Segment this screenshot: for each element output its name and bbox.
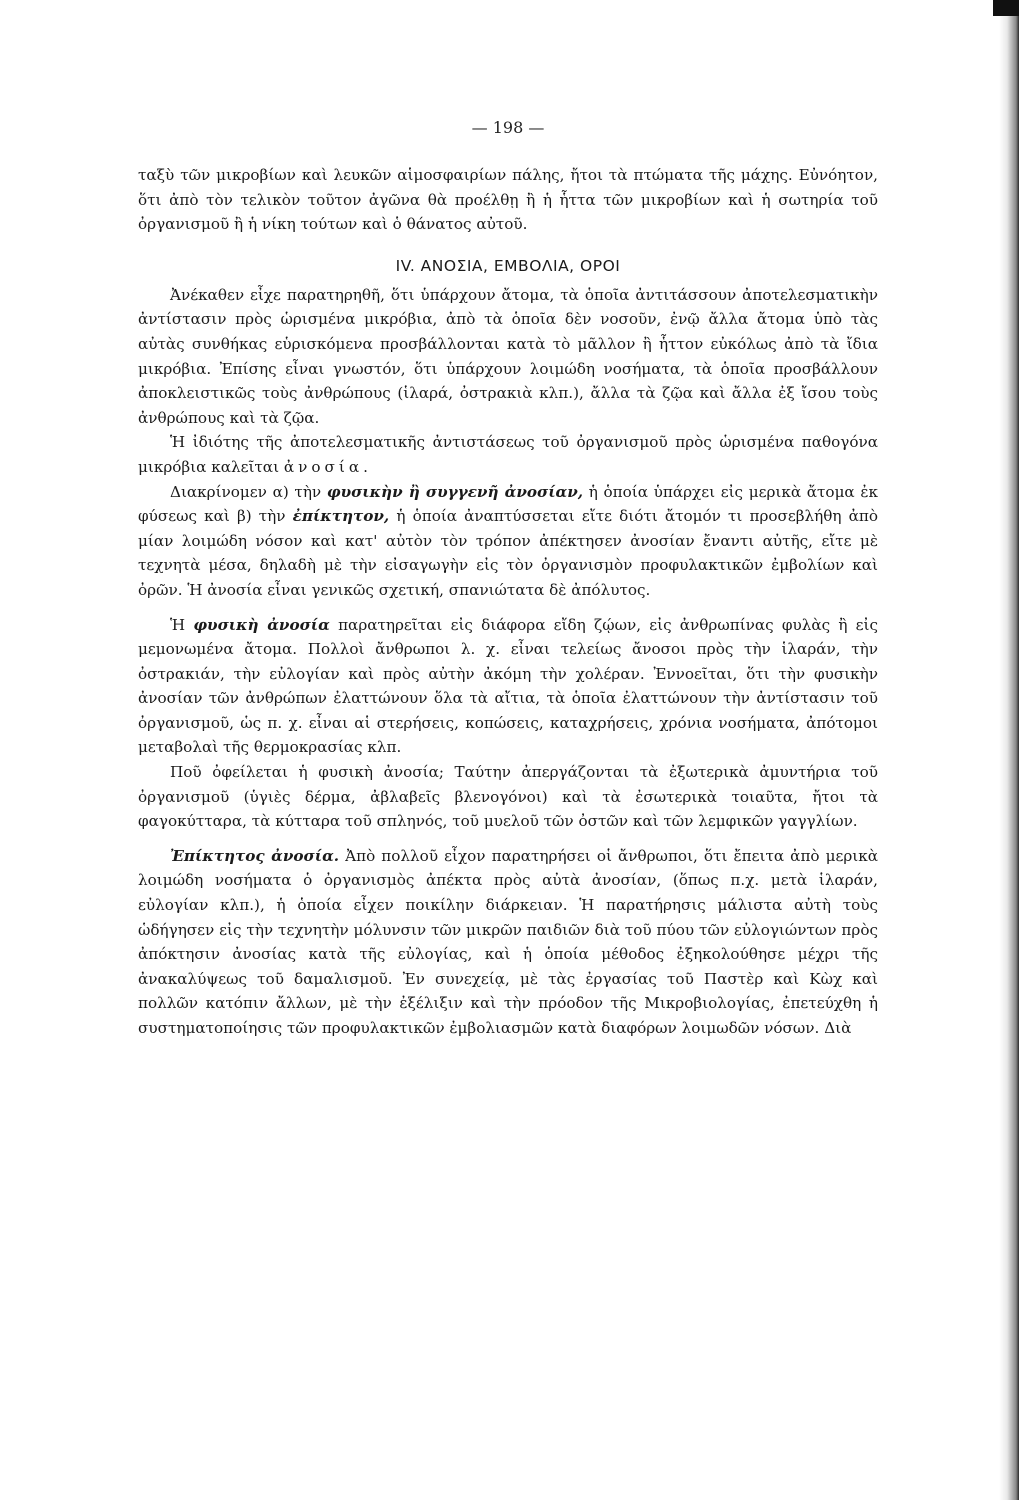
term-anosia: ἀνοσία. [283,457,372,476]
paragraph-6: Ποῦ ὀφείλεται ἡ φυσικὴ ἀνοσία; Ταύτην ἀπεργάζονται τὰ ἐξωτερικὰ ἀμυντήρια τοῦ ὀργανισμοῦ (ὑγιὲς δέρμα, ἀβλαβεῖς βλενογόνοι) καὶ τὰ ἐσωτερικὰ τοιαῦτα, ἤτοι τὰ φαγοκύτταρα, τὰ κύτταρα τοῦ σπληνός, τοῦ μυελοῦ τῶν ὀστῶν καὶ τῶν λεμφικῶν γαγγλίων. [138,763,878,831]
paragraph-4-text-c: ἡ ὁποία ὑπάρχει εἰς μερικὰ ἄτομα ἐκ φύσεως καὶ β) τὴν [138,482,878,526]
paragraph-5-text-c: παρατηρεῖται εἰς διάφορα εἴδη ζῴων, εἰς ἀνθρωπίνας φυλὰς ἢ εἰς μεμονωμένα ἄτομα. Πολλοὶ ἄνθρωποι λ. χ. εἶναι τελείως ἄνοσοι πρὸς τὴν ἱλαράν, τὴν ὀστρακιάν, τὴν εὐλογίαν καὶ πρὸς αὐτὴν ἀκόμη τὴν χολέραν. Ἐννοεῖται, ὅτι τὴν φυσικὴν ἀνοσίαν τῶν ἀνθρώπων ἐλαττώνουν ὅλα τὰ αἴτια, τὰ ὁποῖα ἐλαττώνουν τὴν ἀντίστασιν τοῦ ὀργανισμοῦ, ὡς π. χ. εἶναι αἱ στερήσεις, κοπώσεις, καταχρήσεις, χρόνια νοσήματα, ἀπότομοι μεταβολαὶ τῆς θερμοκρασίας κλπ. [138,615,879,757]
paragraph-2: Ἀνέκαθεν εἶχε παρατηρηθῆ, ὅτι ὑπάρχουν ἄτομα, τὰ ὁποῖα ἀντιτάσσουν ἀποτελεσματικὴν ἀντίστασιν πρὸς ὡρισμένα μικρόβια, ἀπὸ τὰ ὁποῖα δὲν νοσοῦν, ἐνῷ ἄλλα ἄτομα ὑπὸ τὰς αὐτὰς συνθήκας εὑρισκόμενα προσβάλλονται κατὰ τὸ μᾶλλον ἢ ἧττον εὐκόλως ἀπὸ τὰ ἴδια μικρόβια. Ἐπίσης εἶναι γνωστόν, ὅτι ὑπάρχουν λοιμώδη νοσήματα, τὰ ὁποῖα προσβάλλουν ἀποκλειστικῶς τοὺς ἀνθρώπους (ἱλαρά, ὀστρακιὰ κλπ.), ἄλλα τὰ ζῷα καὶ ἄλλα ἐξ ἴσου τοὺς ἀνθρώπους καὶ τὰ ζῷα. [138,285,878,427]
term-acquired: ἐπίκτητον, [292,507,390,526]
scan-edge-shadow [999,0,1019,1500]
paragraph-5-text-a: Ἡ [170,615,186,634]
paragraph-3 [138,430,878,479]
paragraph-4-text-e: ἡ ὁποία ἀναπτύσσεται εἴτε διότι ἄτομόν τι προσεβλήθη ἀπὸ μίαν λοιμώδη νόσον καὶ κατ' αὐτὸν τὸν τρόπον ἀπέκτησεν ἀνοσίαν ἔναντι αὐτῆς, εἴτε μὲ τεχνητὰ μέσα, δηλαδὴ μὲ τὴν εἰσαγωγὴν εἰς τὸν ὀργανισμὸν προφυλακτικῶν ἐμβολίων καὶ ὀρῶν. Ἡ ἀνοσία εἶναι γενικῶς σχετική, σπανιώτατα δὲ ἀπόλυτος. [138,507,879,599]
paragraph-1: ταξὺ τῶν μικροβίων καὶ λευκῶν αἱμοσφαιρίων πάλης, ἤτοι τὰ πτώματα τῆς μάχης. Εὐνόητον, ὅτι ἀπὸ τὸν τελικὸν τοῦτον ἀγῶνα θὰ προέλθῃ ἢ ἡ ἧττα τῶν μικροβίων καὶ ἡ σωτηρία τοῦ ὀργανισμοῦ ἢ ἡ νίκη τούτων καὶ ὁ θάνατος αὐτοῦ. [138,166,878,234]
page-number: — 198 — [471,118,545,137]
paragraph-3-text: Ἡ ἰδιότης τῆς ἀποτελεσματικῆς ἀντιστάσεως τοῦ ὀργανισμοῦ πρὸς ὡρισμένα παθογόνα μικρόβια καλεῖται [138,433,878,476]
scan-corner-mark [993,0,1019,16]
section-title: IV. ΑΝΟΣΙΑ, ΕΜΒΟΛΙΑ, ΟΡΟΙ [395,256,621,275]
paragraph-4-text-a: Διακρίνομεν α) τὴν [170,482,322,501]
book-page [138,118,878,1041]
paragraph-5 [138,613,878,761]
paragraph-7 [138,844,878,1041]
paragraph-4 [138,480,878,603]
term-natural-immunity: φυσικὴν ἢ συγγενῆ ἀνοσίαν, [326,482,584,501]
heading-acquired-immunity: Ἐπίκτητος ἀνοσία. [170,846,340,865]
paragraph-7-text: Ἀπὸ πολλοῦ εἶχον παρατηρήσει οἱ ἄνθρωποι, ὅτι ἔπειτα ἀπὸ μερικὰ λοιμώδη νοσήματα ὁ ὀργανισμὸς ἀπέκτα πρὸς αὐτὰ ἀνοσίαν, (ὅπως π.χ. μετὰ ἱλαράν, εὐλογίαν κλπ.), ἡ ὁποία εἶχεν ποικίλην διάρκειαν. Ἡ παρατήρησις μάλιστα αὐτὴ τοὺς ὡδήγησεν εἰς τὴν τεχνητὴν μόλυνσιν τῶν μικρῶν παιδιῶν διὰ τοῦ πύου τῶν εὐλογιώντων πρὸς ἀπόκτησιν ἀνοσίας κατὰ τῆς εὐλογίας, καὶ ἡ ὁποία μέθοδος ἐξηκολούθησε μέχρι τῆς ἀνακαλύψεως τοῦ δαμαλισμοῦ. Ἐν συνεχείᾳ, μὲ τὰς ἐργασίας τοῦ Παστὲρ καὶ Κὼχ καὶ πολλῶν κατόπιν ἄλλων, μὲ τὴν ἐξέλιξιν καὶ τὴν πρόοδον τῆς Μικροβιολογίας, ἐπετεύχθη ἡ συστηματοποίησις τῶν προφυλακτικῶν ἐμβολιασμῶν κατὰ διαφόρων λοιμωδῶν νόσων. Διὰ [138,846,879,1037]
term-natural-anosia: φυσικὴ ἀνοσία [193,615,330,634]
